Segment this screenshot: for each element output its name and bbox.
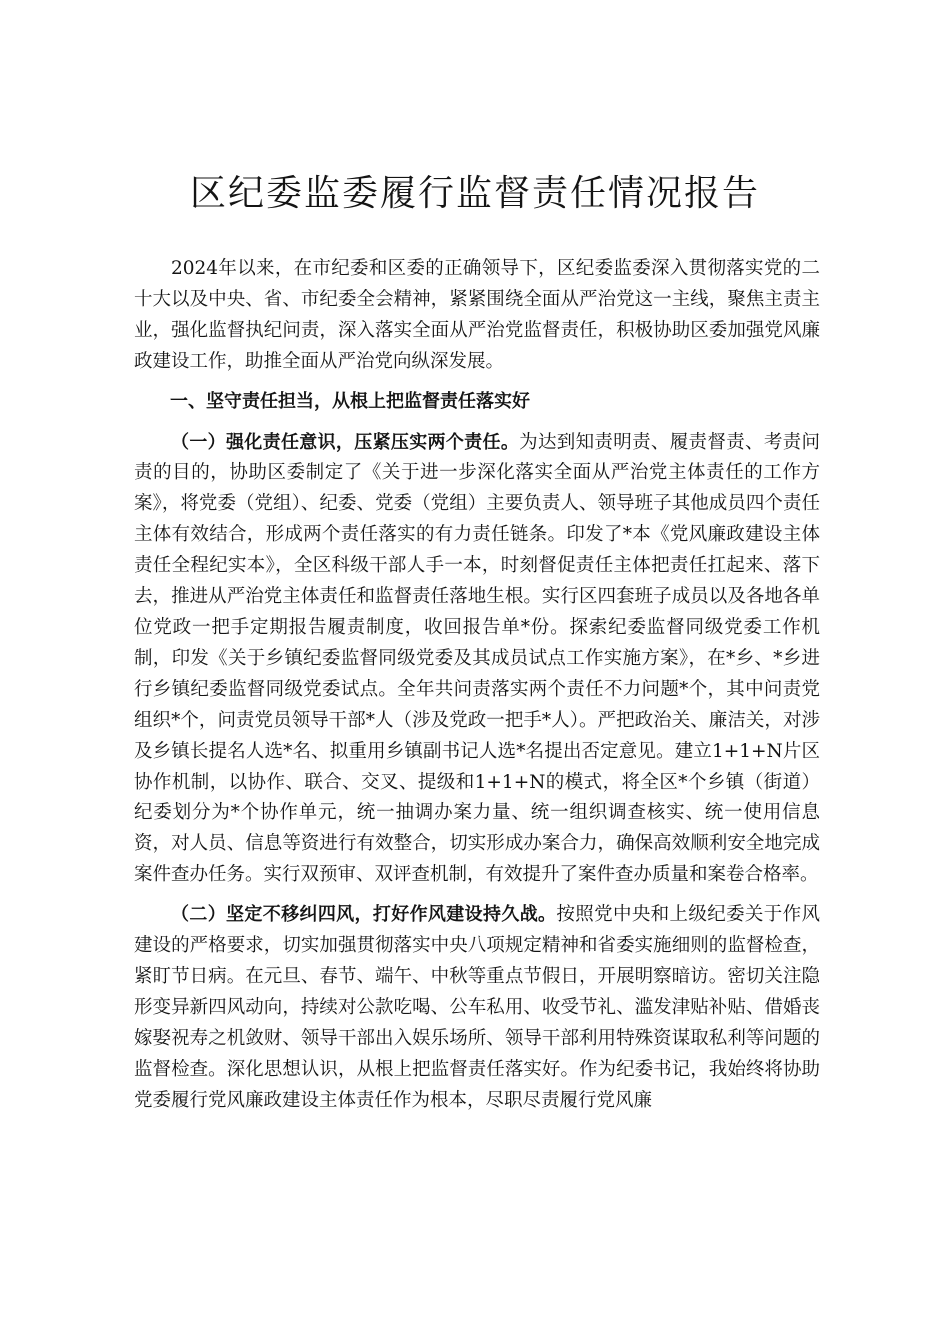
subsection-paragraph-1 <box>134 428 820 892</box>
subsection-text-1: 为达到知责明责、履责督责、考责问责的目的，协助区委制定了《关于进一步深化落实全面从严治党主体责任的工作方案》，将党委（党组）、纪委、党委（党组）主要负责人、领导班子其他成员四个责任主体有效结合，形成两个责任落实的有力责任链条。印发了*本《党风廉政建设主体责任全程纪实本》，全区科级干部人手一本，时刻督促责任主体把责任扛起来、落下去，推进从严治党主体责任和监督责任落地生根。实行区四套班子成员以及各地各单位党政一把手定期报告履责制度，收回报告单*份。探索纪委监督同级党委工作机制，印发《关于乡镇纪委监督同级党委及其成员试点工作实施方案》，在*乡、*乡进行乡镇纪委监督同级党委试点。全年共问责落实两个责任不力问题*个，其中问责党组织*个，问责党员领导干部*人（涉及党政一把手*人）。严把政治关、廉洁关，对涉及乡镇长提名人选*名、拟重用乡镇副书记人选*名提出否定意见。建立1+1+N片区协作机制，以协作、联合、交叉、提级和1+1+N的模式，将全区*个乡镇（街道）纪委划分为*个协作单元，统一抽调办案力量、统一组织调查核实、统一使用信息资，对人员、信息等资进行有效整合，切实形成办案合力，确保高效顺利安全地完成案件查办任务。实行双预审、双评查机制，有效提升了案件查办质量和案卷合格率。 <box>134 431 820 886</box>
subsection-lead-2: （二）坚定不移纠四风，打好作风建设持久战。 <box>171 904 557 926</box>
document-title: 区纪委监委履行监督责任情况报告 <box>189 173 760 214</box>
subsection-text-2: 按照党中央和上级纪委关于作风建设的严格要求，切实加强贯彻落实中央八项规定精神和省委实施细则的监督检查，紧盯节日病。在元旦、春节、端午、中秋等重点节假日，开展明察暗访。密切关注隐形变异新四风动向，持续对公款吃喝、公车私用、收受节礼、滥发津贴补贴、借婚丧嫁娶祝寿之机敛财、领导干部出入娱乐场所、领导干部利用特殊资谋取私利等问题的监督检查。深化思想认识，从根上把监督责任落实好。作为纪委书记，我始终将协助党委履行党风廉政建设主体责任作为根本，尽职尽责履行党风廉 <box>134 904 820 1111</box>
document-body <box>134 254 820 1125</box>
section-heading: 一、坚守责任担当，从根上把监督责任落实好 <box>170 390 530 412</box>
subsection-lead-1: （一）强化责任意识，压紧压实两个责任。 <box>171 431 520 453</box>
intro-paragraph: 2024年以来，在市纪委和区委的正确领导下，区纪委监委深入贯彻落实党的二十大以及中央、省、市纪委全会精神，紧紧围绕全面从严治党这一主线，聚焦主责主业，强化监督执纪问责，深入落实全面从严治党监督责任，积极协助区委加强党风廉政建设工作，助推全面从严治党向纵深发展。 <box>134 258 820 372</box>
subsection-paragraph-2 <box>134 900 820 1116</box>
